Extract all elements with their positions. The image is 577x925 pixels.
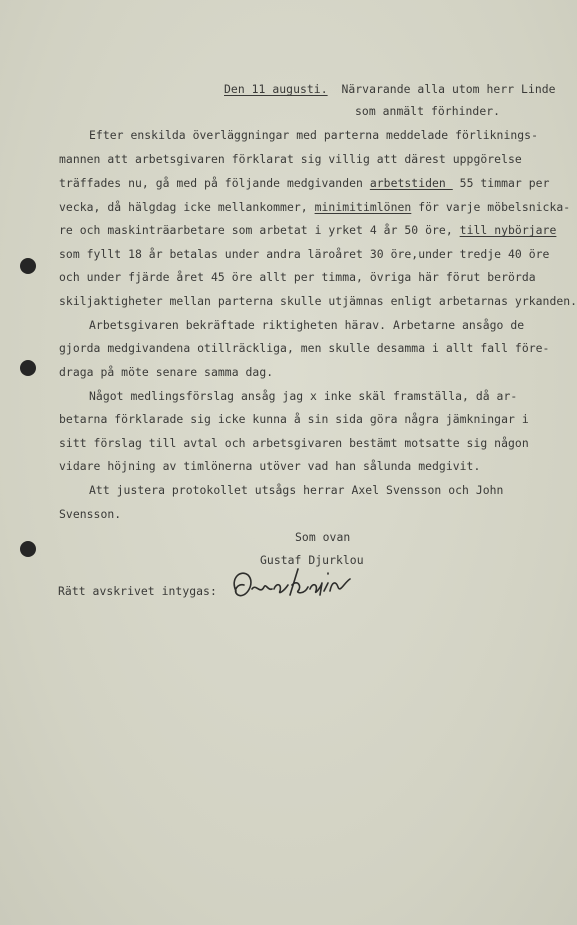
text-line: träffades nu, gå med på följande medgivanden arbetstiden 55 timmar per <box>59 176 550 190</box>
text-line: som anmält förhinder. <box>355 104 501 118</box>
text-line: Efter enskilda överläggningar med parterna meddelade förliknings- <box>89 128 539 142</box>
text-line: som fyllt 18 år betalas under andra läroåret 30 öre,under tredje 40 öre <box>59 247 550 261</box>
text-line: Svensson. <box>59 507 122 521</box>
text-line: vecka, då hälgdag icke mellankommer, minimitimlönen för varje möbelsnicka- <box>59 200 571 214</box>
text-line: skiljaktigheter mellan parterna skulle utjämnas enligt arbetarnas yrkanden. <box>59 294 577 308</box>
punch-hole <box>20 360 36 376</box>
attendance-text: Närvarande alla utom herr Linde <box>327 82 556 96</box>
text-line: draga på möte senare samma dag. <box>59 365 274 379</box>
certification-label: Rätt avskrivet intygas: <box>58 584 217 598</box>
date-heading: Den 11 augusti. <box>224 82 328 96</box>
text-line: Att justera protokollet utsågs herrar Axel Svensson och John <box>89 483 504 497</box>
closing-text: Som ovan <box>295 530 351 544</box>
handwritten-signature <box>228 565 368 605</box>
header-line <box>224 82 556 96</box>
text-line: Något medlingsförslag ansåg jag x inke skäl framställa, då ar- <box>89 389 518 403</box>
text-line: och under fjärde året 45 öre allt per timma, övriga här förut berörda <box>59 270 536 284</box>
text-line: gjorda medgivandena otillräckliga, men skulle desamma i allt fall före- <box>59 341 550 355</box>
text-line: re och maskinträarbetare som arbetat i yrket 4 år 50 öre, till nybörjare <box>59 223 557 237</box>
punch-hole <box>20 258 36 274</box>
text-line: betarna förklarade sig icke kunna å sin sida göra några jämkningar i <box>59 412 529 426</box>
punch-hole <box>20 541 36 557</box>
text-line: sitt förslag till avtal och arbetsgivaren bestämt motsatte sig någon <box>59 436 529 450</box>
signatory-name: Gustaf Djurklou <box>260 553 364 567</box>
text-line: mannen att arbetsgivaren förklarat sig villig att därest uppgörelse <box>59 152 522 166</box>
text-line: vidare höjning av timlönerna utöver vad han sålunda medgivit. <box>59 459 481 473</box>
text-line: Arbetsgivaren bekräftade riktigheten härav. Arbetarne ansågo de <box>89 318 525 332</box>
